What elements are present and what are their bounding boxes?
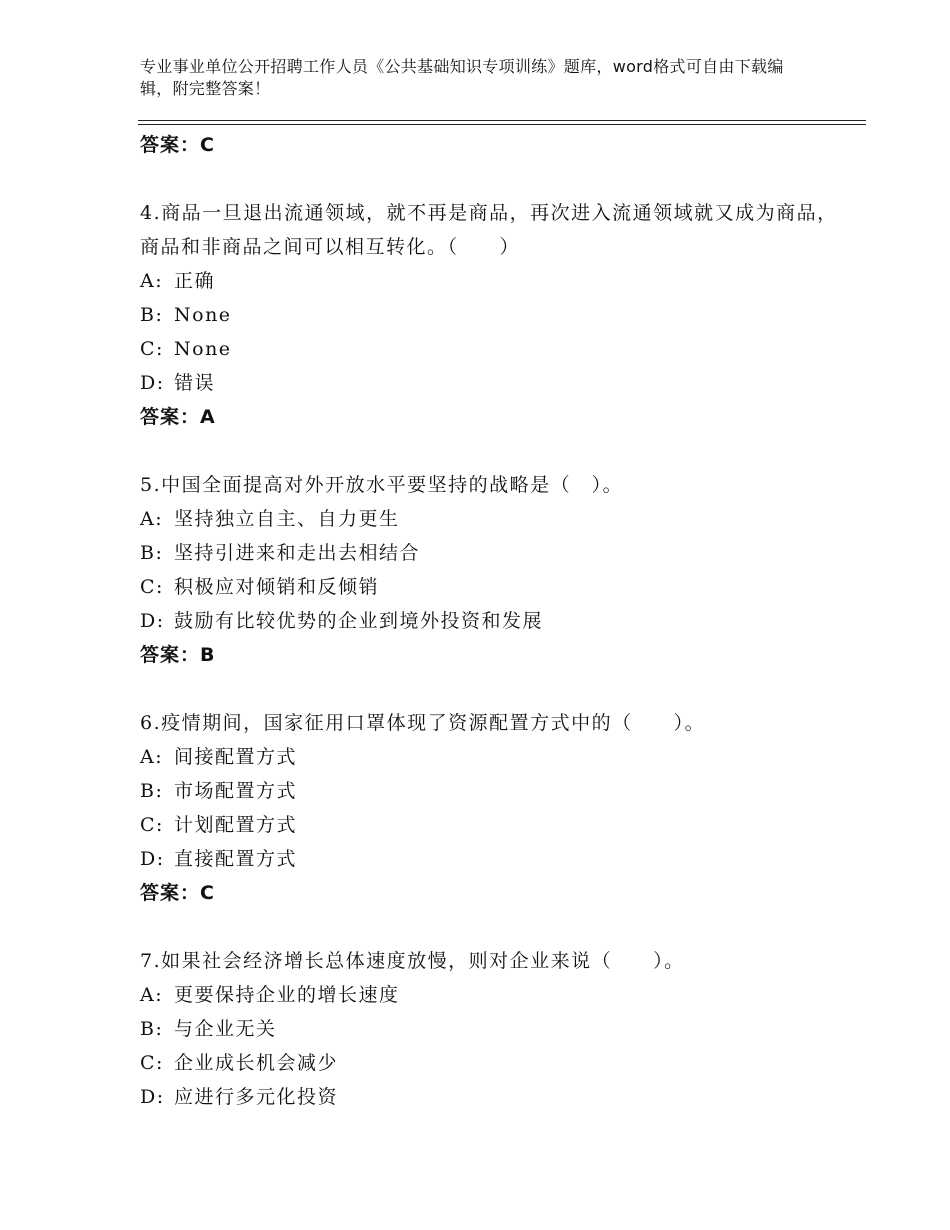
option-letter: C: bbox=[140, 814, 164, 836]
option-text: 计划配置方式 bbox=[174, 814, 298, 836]
question-4 bbox=[140, 196, 840, 434]
question-stem: 5.中国全面提高对外开放水平要坚持的战略是（ ）。 bbox=[140, 474, 624, 496]
option-b bbox=[140, 536, 840, 570]
option-d bbox=[140, 366, 840, 400]
option-letter: D: bbox=[140, 610, 165, 632]
question-stem: 7.如果社会经济增长总体速度放慢，则对企业来说（ ）。 bbox=[140, 950, 685, 972]
option-text: 市场配置方式 bbox=[174, 780, 298, 802]
option-c bbox=[140, 808, 840, 842]
question-stem: 6.疫情期间，国家征用口罩体现了资源配置方式中的（ ）。 bbox=[140, 712, 706, 734]
option-text: 坚持独立自主、自力更生 bbox=[174, 508, 400, 530]
option-letter: A: bbox=[140, 746, 164, 768]
option-a bbox=[140, 978, 840, 1012]
option-text: None bbox=[174, 304, 232, 326]
option-letter: D: bbox=[140, 848, 165, 870]
option-letter: B: bbox=[140, 542, 164, 564]
option-c bbox=[140, 570, 840, 604]
option-letter: A: bbox=[140, 984, 164, 1006]
answer-key: 答案：C bbox=[140, 882, 215, 904]
option-c bbox=[140, 1046, 840, 1080]
option-text: 积极应对倾销和反倾销 bbox=[174, 576, 380, 598]
option-letter: A: bbox=[140, 270, 164, 292]
option-text: 坚持引进来和走出去相结合 bbox=[174, 542, 421, 564]
header-divider bbox=[138, 120, 866, 125]
option-text: 间接配置方式 bbox=[174, 746, 298, 768]
option-text: 与企业无关 bbox=[174, 1018, 277, 1040]
option-text: 正确 bbox=[174, 270, 216, 292]
option-b bbox=[140, 298, 840, 332]
option-text: 更要保持企业的增长速度 bbox=[174, 984, 400, 1006]
option-letter: B: bbox=[140, 780, 164, 802]
answer-key: 答案：C bbox=[140, 134, 215, 156]
option-c bbox=[140, 332, 840, 366]
option-text: 企业成长机会减少 bbox=[174, 1052, 339, 1074]
option-letter: C: bbox=[140, 1052, 164, 1074]
question-7 bbox=[140, 944, 840, 1114]
option-a bbox=[140, 740, 840, 774]
option-letter: B: bbox=[140, 1018, 164, 1040]
option-a bbox=[140, 264, 840, 298]
option-d bbox=[140, 604, 840, 638]
answer-key: 答案：B bbox=[140, 644, 216, 666]
page-header: 专业事业单位公开招聘工作人员《公共基础知识专项训练》题库，word格式可自由下载编辑，附完整答案！ bbox=[140, 57, 784, 98]
option-text: None bbox=[174, 338, 232, 360]
option-a bbox=[140, 502, 840, 536]
option-b bbox=[140, 774, 840, 808]
option-letter: C: bbox=[140, 338, 164, 360]
question-5 bbox=[140, 468, 840, 672]
question-6 bbox=[140, 706, 840, 910]
option-letter: B: bbox=[140, 304, 164, 326]
option-d bbox=[140, 1080, 840, 1114]
option-d bbox=[140, 842, 840, 876]
option-letter: C: bbox=[140, 576, 164, 598]
answer-key: 答案：A bbox=[140, 406, 216, 428]
option-letter: A: bbox=[140, 508, 164, 530]
option-letter: D: bbox=[140, 1086, 165, 1108]
question-stem: 4.商品一旦退出流通领域，就不再是商品，再次进入流通领域就又成为商品，商品和非商品之间可以相互转化。（ ） bbox=[140, 202, 838, 258]
option-text: 错误 bbox=[174, 372, 216, 394]
option-text: 鼓励有比较优势的企业到境外投资和发展 bbox=[174, 610, 544, 632]
question-list bbox=[140, 128, 840, 1114]
option-letter: D: bbox=[140, 372, 165, 394]
option-b bbox=[140, 1012, 840, 1046]
option-text: 直接配置方式 bbox=[174, 848, 298, 870]
option-text: 应进行多元化投资 bbox=[174, 1086, 339, 1108]
